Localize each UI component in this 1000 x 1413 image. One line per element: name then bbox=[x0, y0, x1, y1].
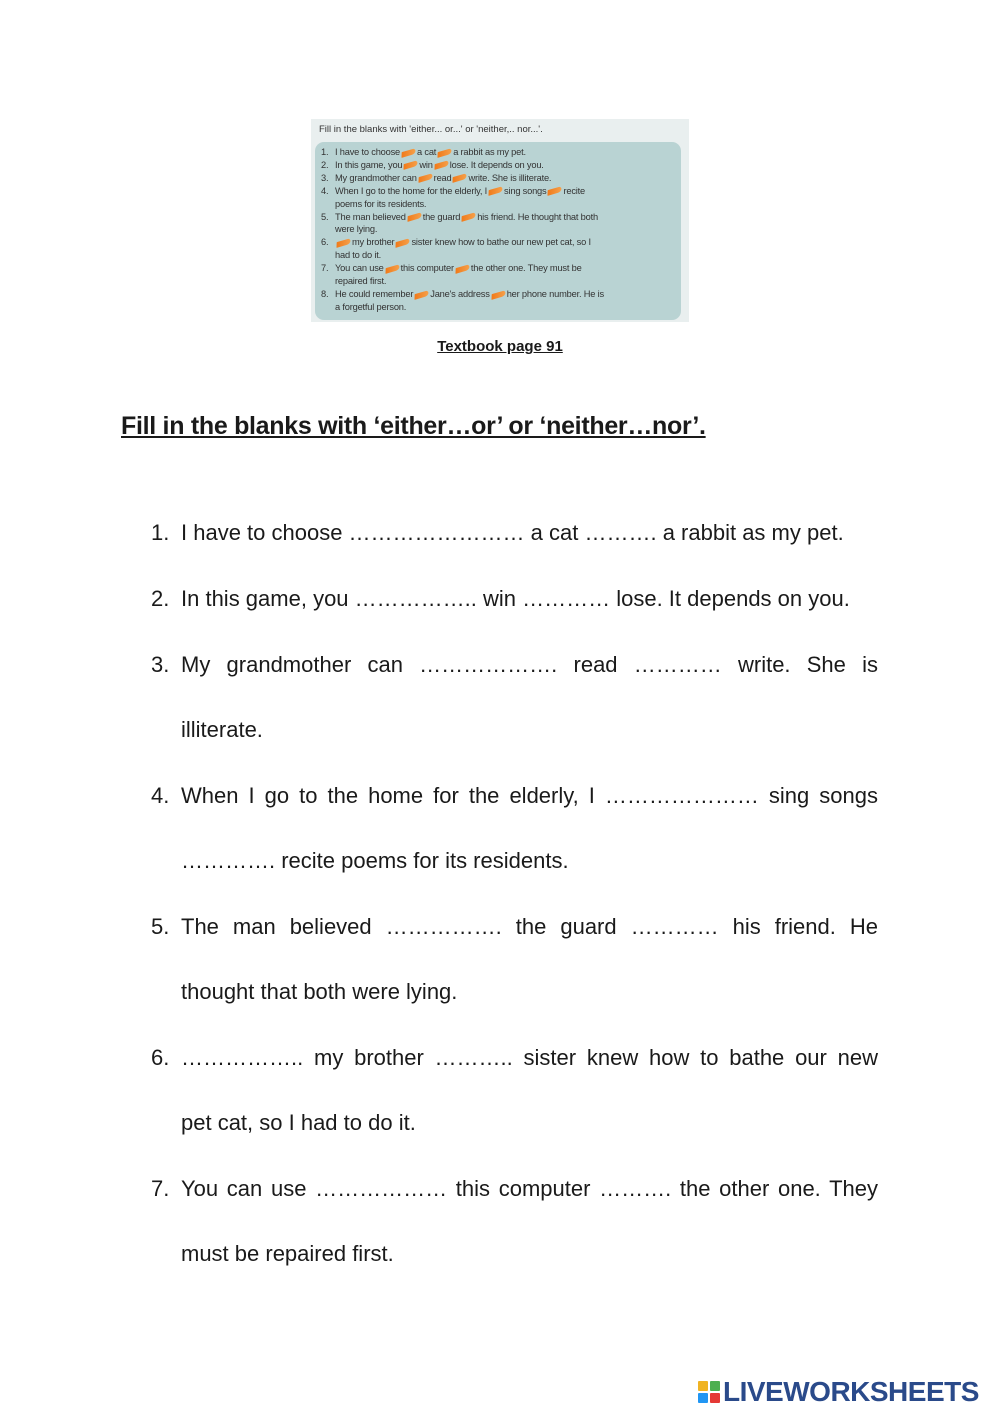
textbook-item-text: this computer bbox=[400, 263, 454, 274]
question-line: illiterate. bbox=[181, 717, 263, 742]
pencil-icon bbox=[491, 290, 505, 300]
question-line: When I go to the home for the elderly, I ………………… sing songs bbox=[181, 783, 878, 808]
textbook-item-text: his friend. He thought that both bbox=[477, 211, 598, 222]
textbook-item-number: 5. bbox=[321, 211, 329, 222]
liveworksheets-logo bbox=[698, 1376, 979, 1408]
textbook-item-text: When I go to the home for the elderly, I bbox=[335, 185, 488, 196]
question-line: In this game, you …………….. win ………… lose. It depends on you. bbox=[181, 586, 850, 611]
textbook-item-text: a rabbit as my pet. bbox=[453, 147, 526, 157]
textbook-item-text: the guard bbox=[422, 211, 461, 222]
textbook-item-continuation: poems for its residents. bbox=[335, 198, 427, 209]
textbook-item-text: My grandmother can bbox=[335, 172, 417, 183]
textbook-caption: Textbook page 91 bbox=[437, 338, 563, 355]
textbook-item bbox=[321, 146, 677, 159]
textbook-item bbox=[321, 172, 677, 185]
textbook-title: Fill in the blanks with 'either... or...' or 'neither,.. nor...'. bbox=[319, 124, 543, 135]
textbook-item-text: read bbox=[433, 172, 452, 183]
question-number: 3. bbox=[151, 652, 170, 677]
textbook-item-text: write. She is illiterate. bbox=[468, 172, 552, 183]
textbook-item-text: the other one. They must be bbox=[470, 263, 582, 274]
textbook-item bbox=[321, 159, 677, 172]
pencil-icon bbox=[462, 212, 476, 222]
question-line: thought that both were lying. bbox=[181, 979, 458, 1004]
pencil-icon bbox=[415, 290, 429, 300]
textbook-item bbox=[321, 236, 677, 262]
logo-square bbox=[698, 1393, 708, 1403]
textbook-item-text: her phone number. He is bbox=[506, 288, 604, 299]
pencil-icon bbox=[404, 161, 418, 171]
textbook-item bbox=[321, 211, 677, 237]
pencil-icon bbox=[402, 148, 416, 158]
textbook-list bbox=[321, 146, 677, 314]
pencil-icon bbox=[385, 264, 399, 274]
pencil-icon bbox=[418, 173, 432, 183]
textbook-snapshot bbox=[311, 119, 689, 322]
question-number: 6. bbox=[151, 1045, 170, 1070]
question-number: 2. bbox=[151, 586, 170, 611]
pencil-icon bbox=[336, 238, 350, 248]
textbook-item-number: 6. bbox=[321, 237, 329, 248]
textbook-item-text: my brother bbox=[352, 237, 395, 248]
logo-icon bbox=[698, 1381, 720, 1403]
pencil-icon bbox=[453, 173, 467, 183]
textbook-item-continuation: were lying. bbox=[335, 224, 378, 235]
textbook-item-text: In this game, you bbox=[335, 159, 403, 170]
textbook-item-text: The man believed bbox=[335, 211, 406, 222]
pencil-icon bbox=[455, 264, 469, 274]
pencil-icon bbox=[489, 186, 503, 196]
question-line: I have to choose …………………… a cat ………. a rabbit as my pet. bbox=[181, 520, 844, 545]
question-line: You can use ……………… this computer ………. the other one. They bbox=[181, 1176, 878, 1201]
question-line: …………….. my brother ……….. sister knew how to bathe our new bbox=[181, 1045, 878, 1070]
textbook-item-text: a cat bbox=[417, 147, 437, 157]
textbook-item-number: 8. bbox=[321, 288, 329, 299]
logo-square bbox=[710, 1393, 720, 1403]
textbook-item-number: 4. bbox=[321, 185, 329, 196]
textbook-item-text: lose. It depends on you. bbox=[449, 159, 544, 170]
pencil-icon bbox=[407, 212, 421, 222]
logo-text: LIVEWORKSHEETS bbox=[723, 1376, 979, 1407]
textbook-item-text: I have to choose bbox=[335, 147, 401, 157]
pencil-icon bbox=[434, 161, 448, 171]
textbook-box bbox=[315, 142, 681, 320]
textbook-item bbox=[321, 288, 677, 314]
textbook-item bbox=[321, 185, 677, 211]
question-number: 5. bbox=[151, 914, 170, 939]
question-line: pet cat, so I had to do it. bbox=[181, 1110, 416, 1135]
question-line: My grandmother can ………………. read ………… write. She is bbox=[181, 652, 878, 677]
textbook-item-text: win bbox=[419, 159, 433, 170]
textbook-item-continuation: repaired first. bbox=[335, 276, 387, 287]
pencil-icon bbox=[438, 148, 452, 158]
pencil-icon bbox=[396, 238, 410, 248]
textbook-item-text: sing songs bbox=[504, 185, 547, 196]
textbook-item-text: sister knew how to bathe our new pet cat, so I bbox=[411, 237, 591, 248]
question-number: 4. bbox=[151, 783, 170, 808]
question-line: …………. recite poems for its residents. bbox=[181, 848, 569, 873]
textbook-item-continuation: a forgetful person. bbox=[335, 301, 407, 312]
question-line: The man believed ……………. the guard ………… his friend. He bbox=[181, 914, 878, 939]
pencil-icon bbox=[548, 186, 562, 196]
question-number: 7. bbox=[151, 1176, 170, 1201]
logo-square bbox=[698, 1381, 708, 1391]
textbook-item-number: 2. bbox=[321, 159, 329, 170]
textbook-item-number: 1. bbox=[321, 147, 329, 157]
textbook-item bbox=[321, 262, 677, 288]
textbook-item-text: recite bbox=[563, 185, 586, 196]
textbook-item-continuation: had to do it. bbox=[335, 250, 381, 261]
textbook-item-text: You can use bbox=[335, 263, 384, 274]
worksheet-heading: Fill in the blanks with ‘either…or’ or ‘neither…nor’. bbox=[121, 412, 706, 440]
logo-square bbox=[710, 1381, 720, 1391]
question-number: 1. bbox=[151, 520, 170, 545]
question-line: must be repaired first. bbox=[181, 1241, 394, 1266]
textbook-item-number: 7. bbox=[321, 263, 329, 274]
textbook-item-text: He could remember bbox=[335, 288, 414, 299]
textbook-item-number: 3. bbox=[321, 172, 329, 183]
textbook-item-text: Jane's address bbox=[430, 288, 490, 299]
